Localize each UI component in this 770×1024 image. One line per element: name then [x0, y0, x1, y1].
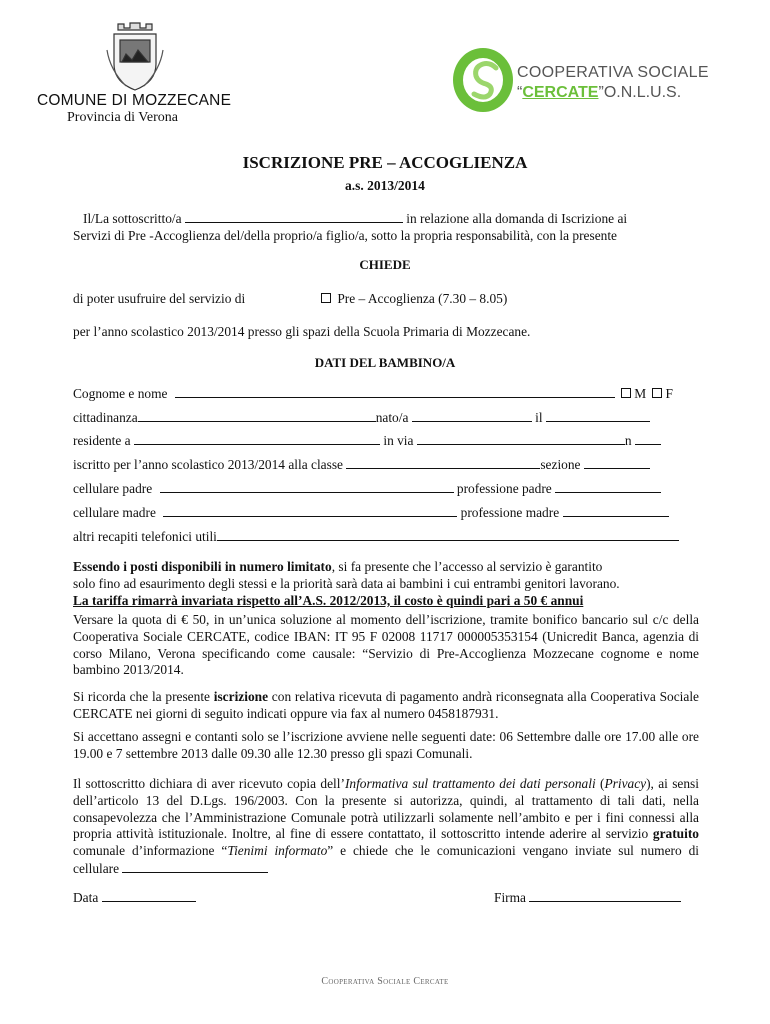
intro-line-1	[83, 210, 627, 227]
dati-bambino-heading: DATI DEL BAMBINO/A	[314, 355, 456, 370]
provincia-label: Provincia di Verona	[67, 110, 178, 125]
notice-bold: Essendo i posti disponibili in numero limitato	[73, 559, 332, 574]
notice-line-1	[73, 558, 602, 575]
comune-name: COMUNE DI MOZZECANE	[37, 92, 232, 109]
ricorda-text-a: Si ricorda che la presente	[73, 689, 214, 704]
classe-field[interactable]	[346, 456, 540, 469]
comune-coat-of-arms	[104, 20, 166, 92]
cell-padre-label: cellulare padre	[73, 481, 153, 496]
data-field[interactable]	[102, 889, 196, 902]
sezione-label: sezione	[540, 457, 581, 472]
firma-row	[494, 889, 681, 906]
assegni-paragraph: Si accettano assegni e contanti solo se l’iscrizione avviene nelle seguenti date: 06 Settembre dalle ore 17.00 alle ore 19.00 e 7 settembre 2013 dalle 09.30 alle 12.30 presso gli spazi Comunali.	[73, 729, 699, 761]
residente-field[interactable]	[134, 432, 380, 445]
row-padre	[73, 480, 661, 497]
row-altri-recapiti	[73, 528, 679, 545]
row-cognome	[73, 385, 673, 402]
tienimi-informato: Tienimi informato	[227, 843, 328, 859]
sex-m-label: M	[634, 386, 647, 401]
via-label: in via	[383, 433, 414, 448]
intro-relazione-text: in relazione alla domanda di Iscrizione ai	[406, 211, 628, 226]
classe-label: iscritto per l’anno scolastico 2013/2014 alla classe	[73, 457, 343, 472]
row-classe	[73, 456, 650, 473]
privacy-gratuito: gratuito	[652, 826, 699, 842]
firma-field[interactable]	[529, 889, 681, 902]
privacy-paragraph	[73, 776, 699, 878]
row-residenza	[73, 432, 661, 449]
privacy-text-a: Il sottoscritto dichiara di aver ricevuto copia dell’	[73, 776, 345, 791]
prof-padre-label: professione padre	[456, 481, 552, 496]
cercate-logo	[452, 44, 514, 116]
altri-recapiti-field[interactable]	[217, 528, 679, 541]
prof-madre-field[interactable]	[563, 504, 669, 517]
notice-line-2: solo fino ad esaurimento degli stessi e la priorità sarà data ai bambini i cui entrambi genitori lavorano.	[73, 576, 620, 591]
school-year: a.s. 2013/2014	[345, 178, 425, 193]
cittadinanza-label: cittadinanza	[73, 410, 138, 425]
nato-field[interactable]	[412, 409, 532, 422]
privacy-text-b: (	[595, 776, 605, 791]
coop-name-bold: CERCATE	[522, 84, 599, 101]
il-label: il	[535, 410, 543, 425]
cognome-field[interactable]	[175, 385, 615, 398]
coop-quote-open: “	[517, 84, 523, 101]
row-cittadinanza	[73, 409, 650, 426]
sex-f-label: F	[665, 386, 673, 401]
civico-label: n	[624, 433, 632, 448]
residente-label: residente a	[73, 433, 131, 448]
page-footer: Cooperativa Sociale Cercate	[321, 976, 449, 987]
nato-label: nato/a	[375, 410, 409, 425]
cell-madre-label: cellulare madre	[73, 505, 156, 520]
servizio-option	[318, 290, 507, 307]
birthdate-field[interactable]	[546, 409, 650, 422]
cittadinanza-field[interactable]	[138, 409, 376, 422]
sottoscritto-field[interactable]	[185, 210, 403, 223]
ricorda-paragraph	[73, 689, 699, 723]
intro-sottoscritto-label: Il/La sottoscritto/a	[83, 211, 182, 226]
cell-madre-field[interactable]	[163, 504, 457, 517]
row-madre	[73, 504, 669, 521]
altri-recapiti-label: altri recapiti telefonici utili	[73, 529, 217, 544]
coop-onlus: ”O.N.L.U.S.	[598, 84, 682, 101]
sex-f-checkbox[interactable]	[652, 388, 662, 398]
cognome-label: Cognome e nome	[73, 386, 168, 401]
cell-padre-field[interactable]	[160, 480, 454, 493]
civico-field[interactable]	[635, 432, 661, 445]
sezione-field[interactable]	[584, 456, 650, 469]
servizio-label: di poter usufruire del servizio di	[73, 291, 246, 306]
anno-scolastico-line: per l’anno scolastico 2013/2014 presso gli spazi della Scuola Primaria di Mozzecane.	[73, 324, 531, 339]
cellulare-comunicazioni-field[interactable]	[122, 860, 268, 873]
privacy-word: Privacy	[604, 776, 647, 791]
intro-line-2: Servizi di Pre -Accoglienza del/della proprio/a figlio/a, sotto la propria responsabilità, con la presente	[73, 228, 618, 243]
data-row	[73, 889, 196, 906]
coop-name-line1: COOPERATIVA SOCIALE	[517, 64, 709, 81]
privacy-text-c: ), ai sensi dell’articolo 13 del D.Lgs. 196/2003. Con la presente si autorizza, quindi, al trattamento di tali dati, nella consapevolezza che l’Amministrazione Comunale potrà utilizzarli solamente nell’ambito e per i fini connessi alla propria attività istituzionale. Inoltre, al fine di essere contattato, il sottoscritto intende aderire al servizio	[73, 776, 699, 842]
ricorda-bold: iscrizione	[213, 689, 269, 704]
data-label: Data	[73, 890, 99, 905]
via-field[interactable]	[417, 432, 625, 445]
pre-accoglienza-checkbox[interactable]	[321, 293, 331, 303]
chiede-heading: CHIEDE	[359, 257, 411, 272]
versare-paragraph: Versare la quota di € 50, in un’unica soluzione al momento dell’iscrizione, tramite bonifico bancario sul c/c della Cooperativa Sociale CERCATE, codice IBAN: IT 95 F 02008 11717 000005353154 (Unicredit Banca, agenzia di corso Milano, Verona specificando come causale: “Servizio di Pre-Accoglienza Mozzecane cognome e nome bambino 2013/2014.	[73, 612, 699, 678]
firma-label: Firma	[494, 890, 526, 905]
prof-padre-field[interactable]	[555, 480, 661, 493]
page-title: ISCRIZIONE PRE – ACCOGLIENZA	[242, 153, 528, 172]
pre-accoglienza-label: Pre – Accoglienza (7.30 – 8.05)	[337, 291, 508, 306]
sex-m-checkbox[interactable]	[621, 388, 631, 398]
ricorda-text-b: con relativa ricevuta di pagamento andrà riconsegnata alla Cooperativa Sociale CERCATE nei giorni di seguito indicati oppure via fax al numero 0458187931.	[73, 689, 699, 721]
privacy-text-d: comunale d’informazione “	[73, 843, 228, 859]
tariffa-notice: La tariffa rimarrà invariata rispetto all’A.S. 2012/2013, il costo è quindi pari a 50 € annui	[73, 593, 584, 608]
privacy-informativa: Informativa sul trattamento dei dati personali	[344, 776, 596, 791]
coop-name-line2	[517, 84, 681, 102]
prof-madre-label: professione madre	[460, 505, 560, 520]
privacy-text-e: ” e chiede che le comunicazioni vengano inviate sul numero di cellulare	[73, 843, 699, 876]
notice-rest: , si fa presente che l’accesso al servizio è garantito	[331, 559, 603, 574]
